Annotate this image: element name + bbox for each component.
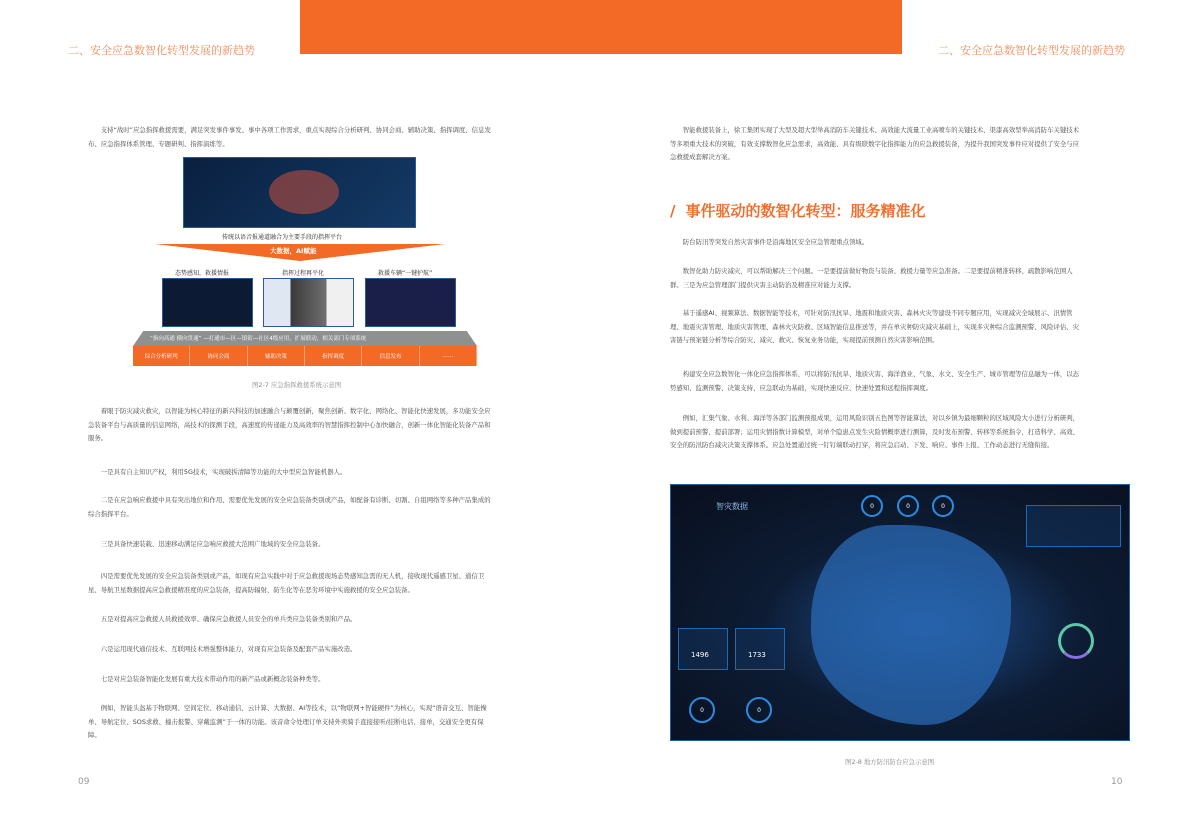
figure-caption: 图2-8 地方防汛防台应急示意图 bbox=[845, 758, 935, 766]
top-accent-bar bbox=[300, 0, 600, 54]
figure-top-caption: 传统以语音报通道融合为主要手段的指挥平台 bbox=[222, 234, 343, 241]
function-row bbox=[133, 346, 477, 366]
gauge: 0 bbox=[689, 697, 715, 723]
paragraph: 六是运用现代通信技术、互联网技术增强整体能力，对现有应急装备及配套产品实施改造。 bbox=[100, 645, 357, 653]
paragraph: 数智化助力防灾减灾，可以帮助解决三个问题。一是要提前做好物资与装备、救援力量等应急准备。二是要提前精准转移、疏散影响范围人群。三是为应急管理部门提供灾害主动防治及精准应对能力支撑。 bbox=[670, 267, 1073, 289]
paragraph: 构建安全应急数智化一体化应急指挥体系，可以将防汛抗旱、地质灾害、海洋渔业、气象、水文、安全生产、城市管理等信息融为一体，以态势感知、监测预警、决策支持、应急联动为基础，实现快速反应、快速处置和远程指挥调度。 bbox=[670, 370, 1080, 392]
thumb-label: 态势感知，救援情报 bbox=[175, 270, 230, 277]
function-cell: 辅助决策 bbox=[248, 346, 305, 366]
stat-circle: 0 bbox=[897, 495, 919, 517]
paragraph: 例如，智能头盔基于物联网、空间定位、移动通信、云计算、大数据、AI等技术，以“物联网+智能硬件”为核心，实现“语音交互、智能操单、导航定位、SOS求救、撞击报警、穿戴监测”于一体的功能。该音命令处理订单支持外卖骑手直接接听/挂断电话、接单，交通安全更有保障。 bbox=[88, 704, 487, 739]
dashboard-title: 智灾数据 bbox=[716, 502, 748, 511]
stat-panel: 1733 bbox=[735, 628, 785, 670]
function-cell: 协同会商 bbox=[190, 346, 247, 366]
thumb-label: 救援车辆“一键护航” bbox=[378, 270, 433, 277]
page-number: 09 bbox=[78, 777, 90, 787]
top-accent-bar bbox=[600, 0, 902, 54]
paragraph: 四是需要优先发展的安全应急装备类别或产品，如现有应急实践中对于应急救援现场态势感知急需的无人机，接收现代遥感卫星、通信卫星、导航卫星数据提高应急救援精准度的应急装备，提高防辐射、防生化等在恶劣环境中实施救援的安全应急装备。 bbox=[88, 572, 485, 594]
paragraph: 基于遥感AI、视频算法、数据智能等技术，可针对防汛抗旱、地震和地质灾害、森林火灾等建设不同专题应用，实现减灾全域展示、汛情管理、地震灾害管理、地质灾害管理、森林火灾防救、区域智能信息推送等，并在单灾种防灾减灾基础上，实现多灾种综合监测预警、风险评估、灾害链与预案链分析等综合防灾、减灾、救灾、恢复业务功能，实现提前预测自然灾害影响范围。 bbox=[670, 309, 1079, 344]
paragraph: 七是对应急装备智能化发展有重大技术带动作用的新产品或新概念装备种类等。 bbox=[100, 675, 325, 683]
paragraph: 支持“战时”应急指挥救援需要，满足突发事件事发、事中各项工作需求，重点实现综合分析研判、协同会商、辅助决策、指挥调度、信息发布、应急指挥体系管理、专题研判、指挥演练等。 bbox=[88, 126, 491, 148]
paragraph: 智能救援装备上，徐工集团实现了大型及超大型举高消防车关键技术、高效能大流量工业高喷车的关键技术、渠漆高效型举高消防车关键技术等多项重大技术的突破，有效支撑数智化应急需求，高效能、具有级联数字化指挥能力的应急救援装备，为提升我国突发事件应对提供了安全与应急救援成套解决方案。 bbox=[670, 126, 1080, 161]
alert-panel bbox=[1026, 505, 1121, 547]
section-title-text: 事件驱动的数智化转型：服务精准化 bbox=[685, 202, 926, 220]
page-header: 二、安全应急数智化转型发展的新趋势 bbox=[68, 44, 255, 57]
function-cell: …… bbox=[420, 346, 477, 366]
paragraph: 三是具备快速装载、迅速移动满足应急响应救援大范围广地域的安全应急装备。 bbox=[100, 540, 325, 548]
situation-thumb bbox=[162, 278, 253, 327]
function-cell: 指挥调度 bbox=[305, 346, 362, 366]
stat-circle: 0 bbox=[932, 495, 954, 517]
function-cell: 信息发布 bbox=[362, 346, 419, 366]
command-process-thumb bbox=[263, 278, 354, 327]
thumb-label: 指挥过程再平化 bbox=[282, 270, 325, 277]
paragraph: 防台防汛等突发自然灾害事件是沿海地区安全应急管理重点领域。 bbox=[682, 238, 869, 246]
section-title bbox=[670, 200, 926, 221]
page-number: 10 bbox=[1111, 777, 1123, 787]
disaster-dashboard bbox=[670, 484, 1130, 741]
paragraph: 着眼于防灾减灾救灾，以智能为核心特征的新兴科技的加速融合与颠覆创新，聚焦创新、数字化、网络化、智能化快速发展，多功能安全应急装备平台与高质量的信息网络，高技术的探测手段，高速度的传递能力及高效率的智慧指挥控制中心加快融合，创新一体化智能化装备产品和服务。 bbox=[88, 407, 491, 442]
paragraph: 一是具有自主知识产权，利用5G技术，实现破拆清障等功能的大中型应急智能机器人。 bbox=[100, 468, 347, 476]
stat-circle: 0 bbox=[861, 495, 883, 517]
grey-band-text: “指向高通 横向贯通” —打通市—区—镇街—社区4级应用，扩展联动，相关部门专项系统 bbox=[150, 336, 367, 342]
stat-panel: 1496 bbox=[678, 628, 728, 670]
gauge: 0 bbox=[746, 697, 772, 723]
page-header: 二、安全应急数智化转型发展的新趋势 bbox=[938, 44, 1125, 57]
paragraph: 二是在应急响应救援中具有突出地位和作用、需要优先发展的安全应急装备类别或产品，如配备有诊断、切割、自组网络等多种产品集成的综合指挥平台。 bbox=[88, 496, 491, 518]
command-platform-screenshot bbox=[183, 157, 416, 228]
paragraph: 五是对提高应急救援人员救援效率、确保应急救援人员安全的单兵类应急装备类别和产品。 bbox=[100, 615, 357, 623]
figure-caption: 图2-7 应急指挥救援系统示意图 bbox=[252, 381, 342, 389]
region-map bbox=[811, 525, 1011, 725]
slash-icon: / bbox=[670, 202, 676, 220]
donut-chart bbox=[1058, 623, 1094, 659]
arrow-label: 大数据，AI赋能 bbox=[270, 247, 317, 255]
vehicle-escort-thumb bbox=[365, 278, 456, 327]
paragraph: 例如，汇集气象、水利、海洋等各部门监测预报成果，运用风险识别五色图等智能算法，对以乡镇为最细颗粒的区域风险大小进行分析研判，做到提前预警、提前部署；运用灾情指数计算模型，对单个隐患点发生灾险情概率进行测算，及时发布预警、转移等系统指令，打造科学、高效、安全的防汛防台减灾决策支撑体系。应急处置通过统一钉钉端联动打穿，将应急启动、下发、响应、事件上报、工作动态进行无缝衔接。 bbox=[670, 414, 1080, 449]
function-cell: 综合分析研判 bbox=[133, 346, 190, 366]
